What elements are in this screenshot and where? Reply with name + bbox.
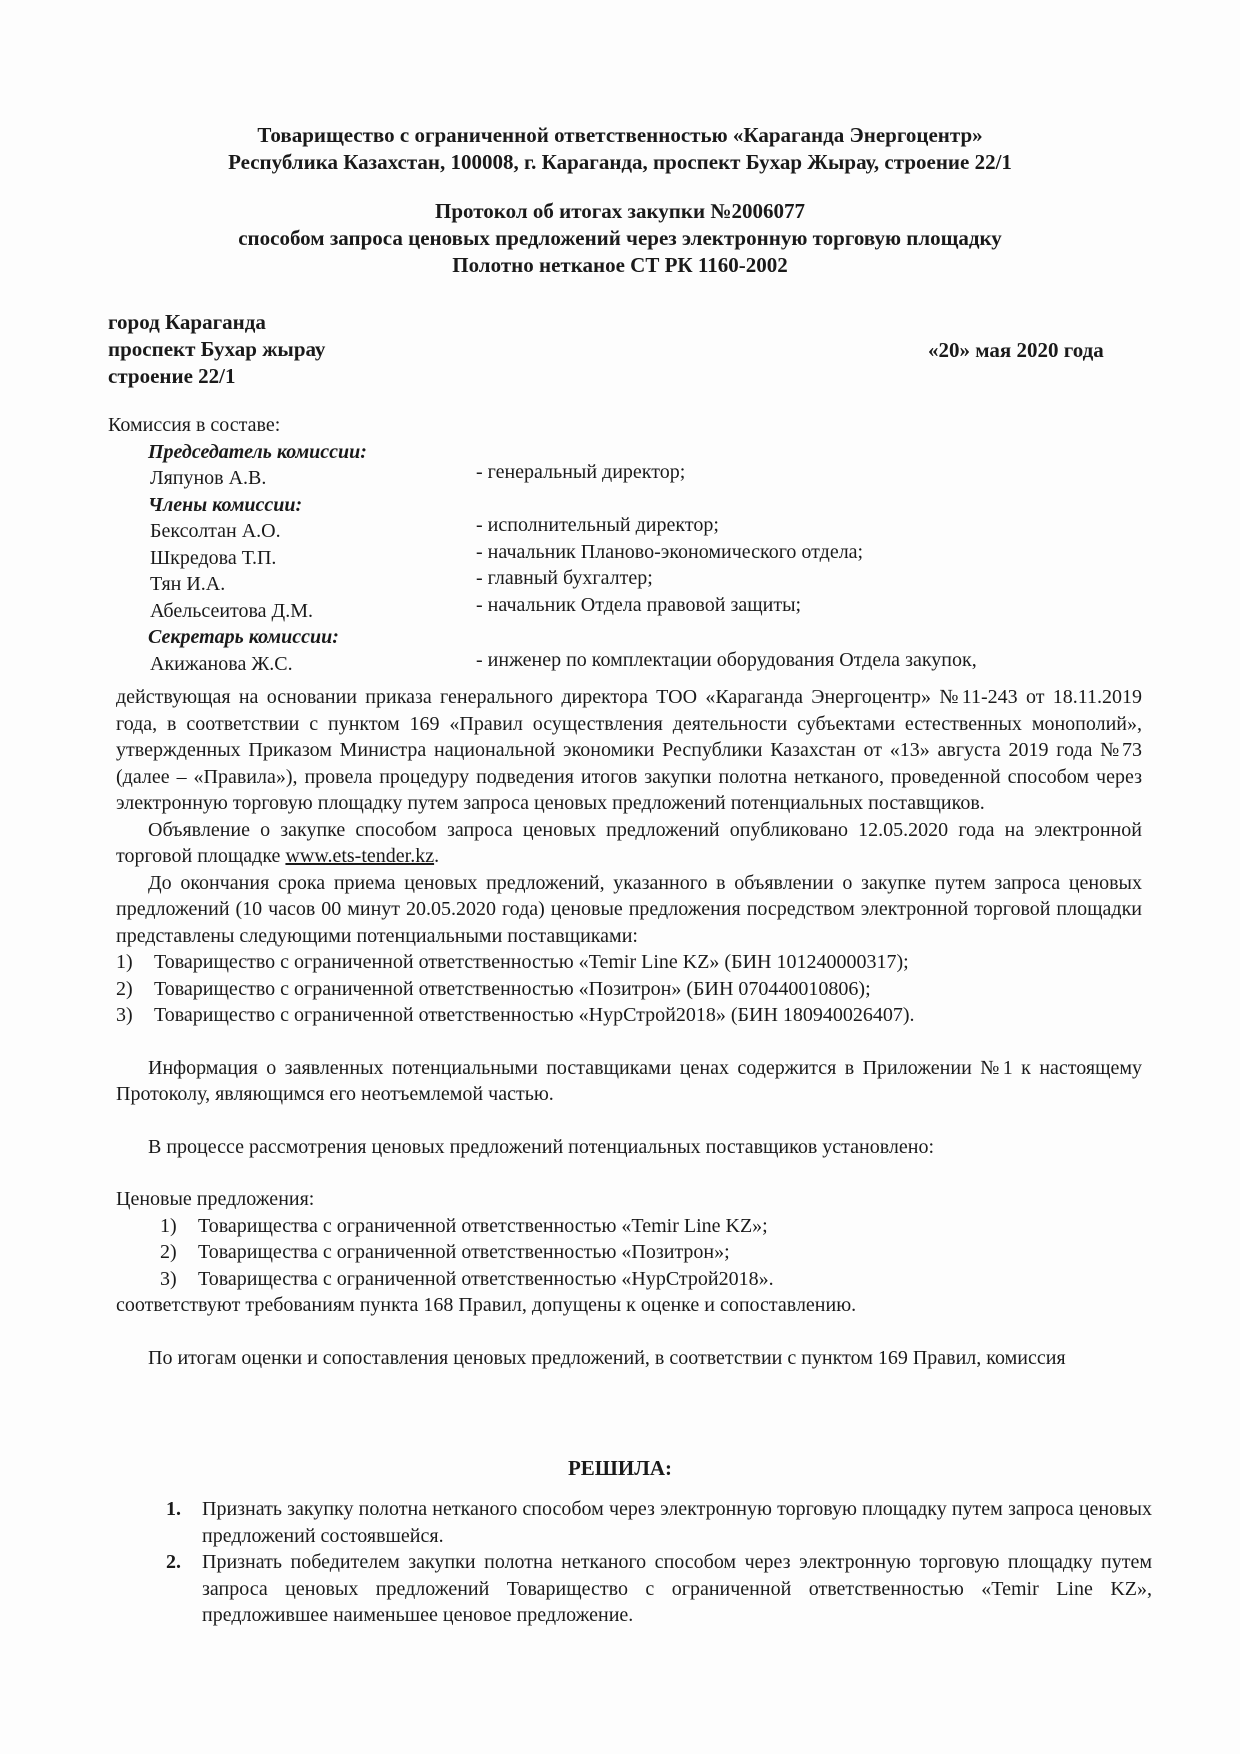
title-line-2: способом запроса ценовых предложений через электронную торговую площадку: [238, 226, 1002, 250]
list-item: [116, 1002, 1142, 1029]
decision-heading: РЕШИЛА:: [567, 1456, 673, 1480]
organization-header: [150, 122, 1090, 176]
place-street: проспект Бухар жырау: [108, 337, 326, 361]
supplier-text: Товарищество с ограниченной ответственностью «Позитрон» (БИН 070440010806);: [154, 977, 871, 1000]
list-item: [160, 1213, 1142, 1240]
member-role: - главный бухгалтер;: [476, 567, 653, 589]
place-building: строение 22/1: [108, 364, 236, 388]
member-name: Тян И.А.: [150, 573, 226, 595]
member-name: Ляпунов А.В.: [150, 467, 267, 489]
offers-intro: Ценовые предложения:: [116, 1188, 315, 1210]
offer-text: Товарищества с ограниченной ответственностью «НурСтрой2018».: [198, 1267, 774, 1290]
list-number: 1.: [166, 1498, 181, 1520]
member-name: Акижанова Ж.С.: [150, 652, 293, 675]
commission-row: [108, 648, 977, 678]
commission-row: [108, 567, 653, 598]
list-number: 2): [116, 977, 133, 1000]
announcement-paragraph: Объявление о закупке способом запроса ценовых предложений опубликовано 12.05.2020 года на электронной торговой площадке www.ets-tender.kz.: [116, 818, 1142, 867]
offers-list: [116, 1213, 1142, 1293]
members-heading: Члены комиссии:: [148, 493, 303, 516]
member-name: Бексолтан А.О.: [150, 520, 281, 542]
commission-row: [108, 593, 802, 625]
list-number: 2.: [166, 1551, 181, 1573]
title-line-3: Полотно нетканое СТ РК 1160-2002: [452, 253, 788, 277]
decision-text: Признать победителем закупки полотна нетканого способом через электронную торговую площадку путем запроса ценовых предложений Товарищество с ограниченной ответственностью «Temir Line KZ», предложившее наименьшее ценовое предложение.: [202, 1551, 1152, 1626]
list-number: 3): [116, 1004, 133, 1026]
basis-paragraph: действующая на основании приказа генерального директора ТОО «Караганда Энергоцентр» №11-243 от 18.11.2019 года, в соответствии с пунктом 169 «Правил осуществления деятельности субъектами естественных монополий», утвержденных Приказом Министра национальной экономики Республики Казахстан от «13» августа 2019 года №73 (далее – «Правила»), провела процедуру подведения итогов закупки полотна нетканого, проведенной способом через электронную торговую площадку путем запроса ценовых предложений потенциальных поставщиков.: [116, 686, 1142, 814]
decision-list: [166, 1496, 1152, 1629]
offers-conclusion: соответствуют требованиям пункта 168 Правил, допущены к оценке и сопоставлению.: [116, 1294, 857, 1316]
protocol-title: [150, 198, 1090, 279]
commission-row: [108, 514, 719, 545]
protocol-date: «20» мая 2020 года: [928, 338, 1104, 362]
member-role: - инженер по комплектации оборудования Отдела закупок,: [476, 648, 977, 671]
chair-heading: Председатель комиссии:: [148, 440, 367, 463]
place-city: город Караганда: [108, 310, 266, 334]
review-paragraph: В процессе рассмотрения ценовых предложений потенциальных поставщиков установлено:: [148, 1135, 934, 1158]
member-name: Шкредова Т.П.: [150, 546, 277, 569]
list-item: [116, 949, 1142, 976]
offer-text: Товарищества с ограниченной ответственностью «Temir Line KZ»;: [198, 1214, 768, 1237]
member-role: - начальник Планово-экономического отдела;: [476, 540, 864, 563]
member-role: - исполнительный директор;: [476, 514, 719, 536]
list-number: 1): [160, 1214, 177, 1237]
commission-row: [108, 461, 686, 492]
list-number: 3): [160, 1267, 177, 1290]
list-number: 1): [116, 951, 133, 973]
member-role: - генеральный директор;: [476, 461, 686, 483]
announcement-text: Объявление о закупке способом запроса ценовых предложений опубликовано 12.05.2020 года на электронной торговой площадке: [116, 818, 1142, 867]
org-address: Республика Казахстан, 100008, г. Караганда, проспект Бухар Жырау, строение 22/1: [228, 150, 1012, 174]
ets-tender-link[interactable]: www.ets-tender.kz: [285, 845, 435, 867]
list-item: [166, 1496, 1152, 1549]
commission-intro: Комиссия в составе:: [108, 414, 281, 436]
list-item: [160, 1239, 1142, 1266]
org-name: Товарищество с ограниченной ответственностью «Караганда Энергоцентр»: [257, 123, 983, 147]
prices-info-paragraph: Информация о заявленных потенциальными поставщиками ценах содержится в Приложении №1 к настоящему Протоколу, являющимся его неотъемлемой частью.: [116, 1056, 1142, 1105]
offer-text: Товарищества с ограниченной ответственностью «Позитрон»;: [198, 1241, 730, 1263]
place-block: [108, 309, 325, 390]
list-item: [160, 1266, 1142, 1293]
evaluation-paragraph: По итогам оценки и сопоставления ценовых предложений, в соответствии с пунктом 169 Правил, комиссия: [148, 1346, 1066, 1369]
protocol-body: [116, 684, 1142, 1371]
commission-block: [108, 412, 977, 677]
supplier-list: [116, 949, 1142, 1029]
supplier-text: Товарищество с ограниченной ответственностью «Temir Line KZ» (БИН 101240000317);: [154, 951, 909, 973]
deadline-paragraph: До окончания срока приема ценовых предложений, указанного в объявлении о закупке путем запроса ценовых предложений (10 часов 00 минут 20.05.2020 года) ценовые предложения посредством электронной торговой площадки представлены следующими потенциальными поставщиками:: [116, 871, 1142, 947]
title-line-1: Протокол об итогах закупки №2006077: [435, 199, 805, 223]
secretary-heading: Секретарь комиссии:: [148, 626, 339, 648]
supplier-text: Товарищество с ограниченной ответственностью «НурСтрой2018» (БИН 180940026407).: [154, 1004, 915, 1026]
list-item: [116, 976, 1142, 1003]
member-name: Абельсеитова Д.М.: [150, 599, 313, 622]
list-item: [166, 1549, 1152, 1629]
list-number: 2): [160, 1241, 177, 1263]
decision-text: Признать закупку полотна нетканого способом через электронную торговую площадку путем запроса ценовых предложений состоявшейся.: [202, 1498, 1152, 1547]
commission-row: [108, 540, 864, 572]
member-role: - начальник Отдела правовой защиты;: [476, 593, 802, 616]
